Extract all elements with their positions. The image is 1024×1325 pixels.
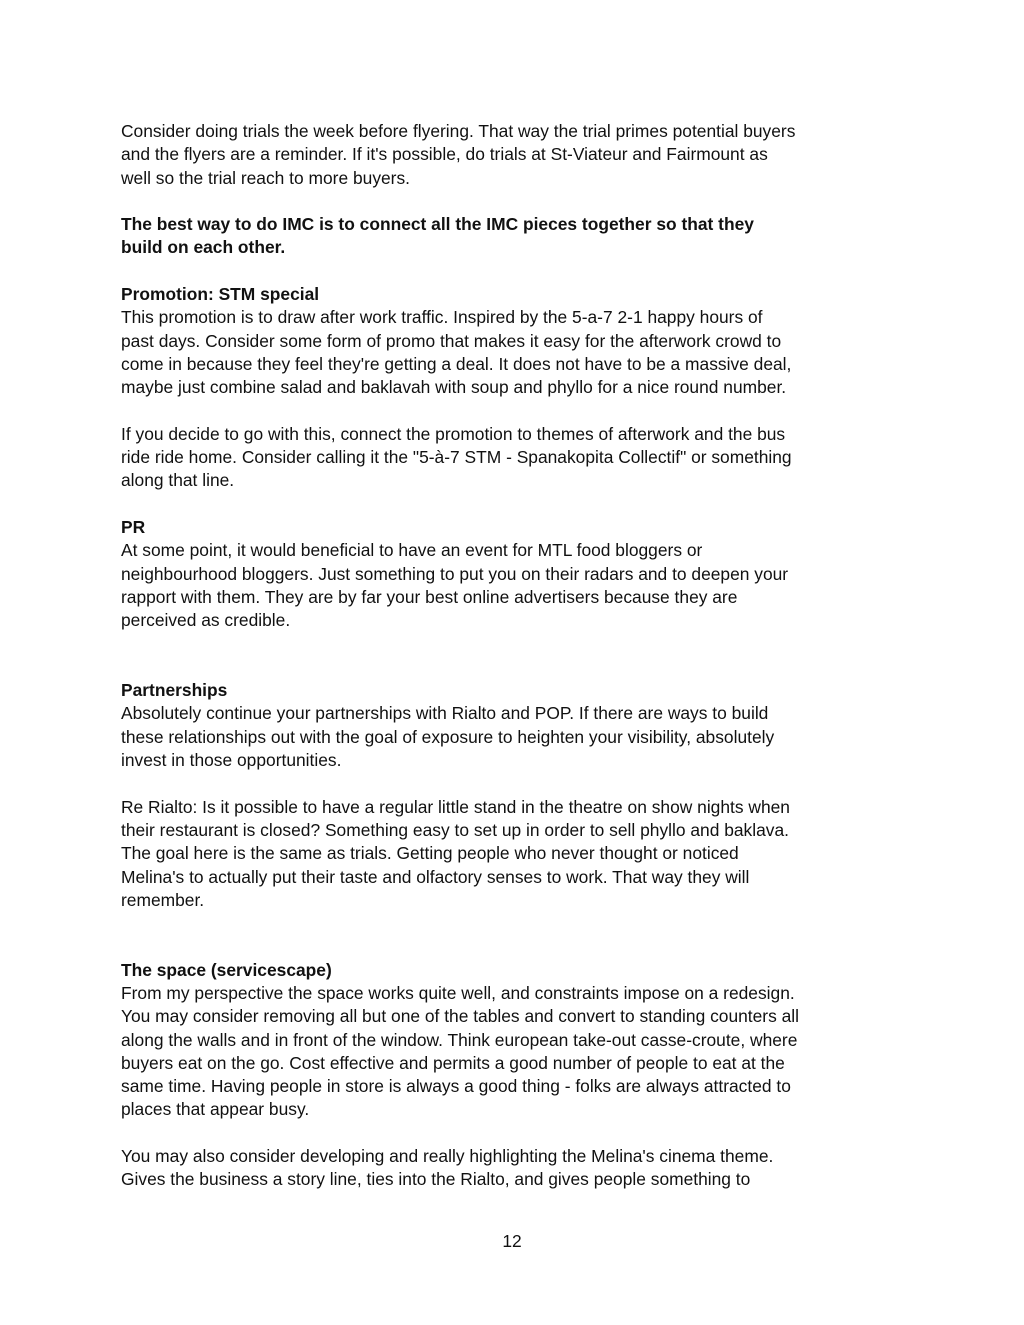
text-line: Gives the business a story line, ties into the Rialto, and gives people something to [121,1169,751,1190]
spacer [121,190,921,213]
spacer [121,400,921,423]
text-line: along that line. [121,470,235,491]
text-line: remember. [121,889,205,910]
spacer [121,912,921,959]
paragraph-trials [121,120,921,190]
text-line: This promotion is to draw after work traffic. Inspired by the 5-a-7 2-1 happy hours of [121,307,763,328]
text-line: neighbourhood bloggers. Just something to put you on their radars and to deepen your [121,563,789,584]
text-line: and the flyers are a reminder. If it's possible, do trials at St-Viateur and Fairmount as [121,144,768,165]
text-line: From my perspective the space works quite well, and constraints impose on a redesign. [121,982,795,1003]
paragraph-rialto [121,796,921,912]
text-line: Melina's to actually put their taste and olfactory senses to work. That way they will [121,866,750,887]
section-heading-space: The space (servicescape) [121,959,332,980]
text-line: maybe just combine salad and baklavah with soup and phyllo for a nice round number. [121,377,787,398]
paragraph-imc-emphasis [121,213,921,260]
text-line: past days. Consider some form of promo that makes it easy for the afterwork crowd to [121,330,782,351]
text-line: Re Rialto: Is it possible to have a regular little stand in the theatre on show nights when [121,796,790,817]
text-line: The goal here is the same as trials. Getting people who never thought or noticed [121,843,739,864]
text-line: Absolutely continue your partnerships with Rialto and POP. If there are ways to build [121,703,769,724]
paragraph-cinema-theme [121,1145,921,1192]
section-heading-partnerships: Partnerships [121,680,228,701]
text-line: same time. Having people in store is always a good thing - folks are always attracted to [121,1076,791,1097]
text-line: The best way to do IMC is to connect all the IMC pieces together so that they [121,214,754,235]
text-line: their restaurant is closed? Something easy to set up in order to sell phyllo and baklava. [121,819,789,840]
text-line: If you decide to go with this, connect the promotion to themes of afterwork and the bus [121,423,786,444]
section-heading-promotion: Promotion: STM special [121,284,320,305]
text-line: come in because they feel they're getting a deal. It does not have to be a massive deal, [121,353,792,374]
spacer [121,772,921,795]
text-line: places that appear busy. [121,1099,310,1120]
section-partnerships [121,679,921,772]
text-line: Consider doing trials the week before flyering. That way the trial primes potential buyers [121,121,796,141]
text-line: perceived as credible. [121,610,291,631]
text-line: You may also consider developing and really highlighting the Melina's cinema theme. [121,1146,774,1167]
text-line: these relationships out with the goal of exposure to heighten your visibility, absolutely [121,726,775,747]
paragraph-promotion-naming [121,423,921,493]
spacer [121,1122,921,1145]
section-promotion [121,283,921,399]
text-line: ride ride home. Consider calling it the "5-à-7 STM - Spanakopita Collectif" or something [121,447,792,468]
spacer [121,260,921,283]
text-line: buyers eat on the go. Cost effective and permits a good number of people to eat at the [121,1052,785,1073]
text-line: At some point, it would beneficial to have an event for MTL food bloggers or [121,540,703,561]
text-line: build on each other. [121,237,286,258]
text-line: well so the trial reach to more buyers. [121,167,411,188]
spacer [121,493,921,516]
section-heading-pr: PR [121,517,146,538]
page-number: 12 [502,1231,522,1251]
spacer [121,633,921,680]
text-line: You may consider removing all but one of the tables and convert to standing counters all [121,1006,800,1027]
section-pr [121,516,921,632]
section-space [121,959,921,1122]
text-line: invest in those opportunities. [121,750,342,771]
document-body [121,120,921,1192]
text-line: along the walls and in front of the window. Think european take-out casse-croute, where [121,1029,798,1050]
text-line: rapport with them. They are by far your best online advertisers because they are [121,586,738,607]
